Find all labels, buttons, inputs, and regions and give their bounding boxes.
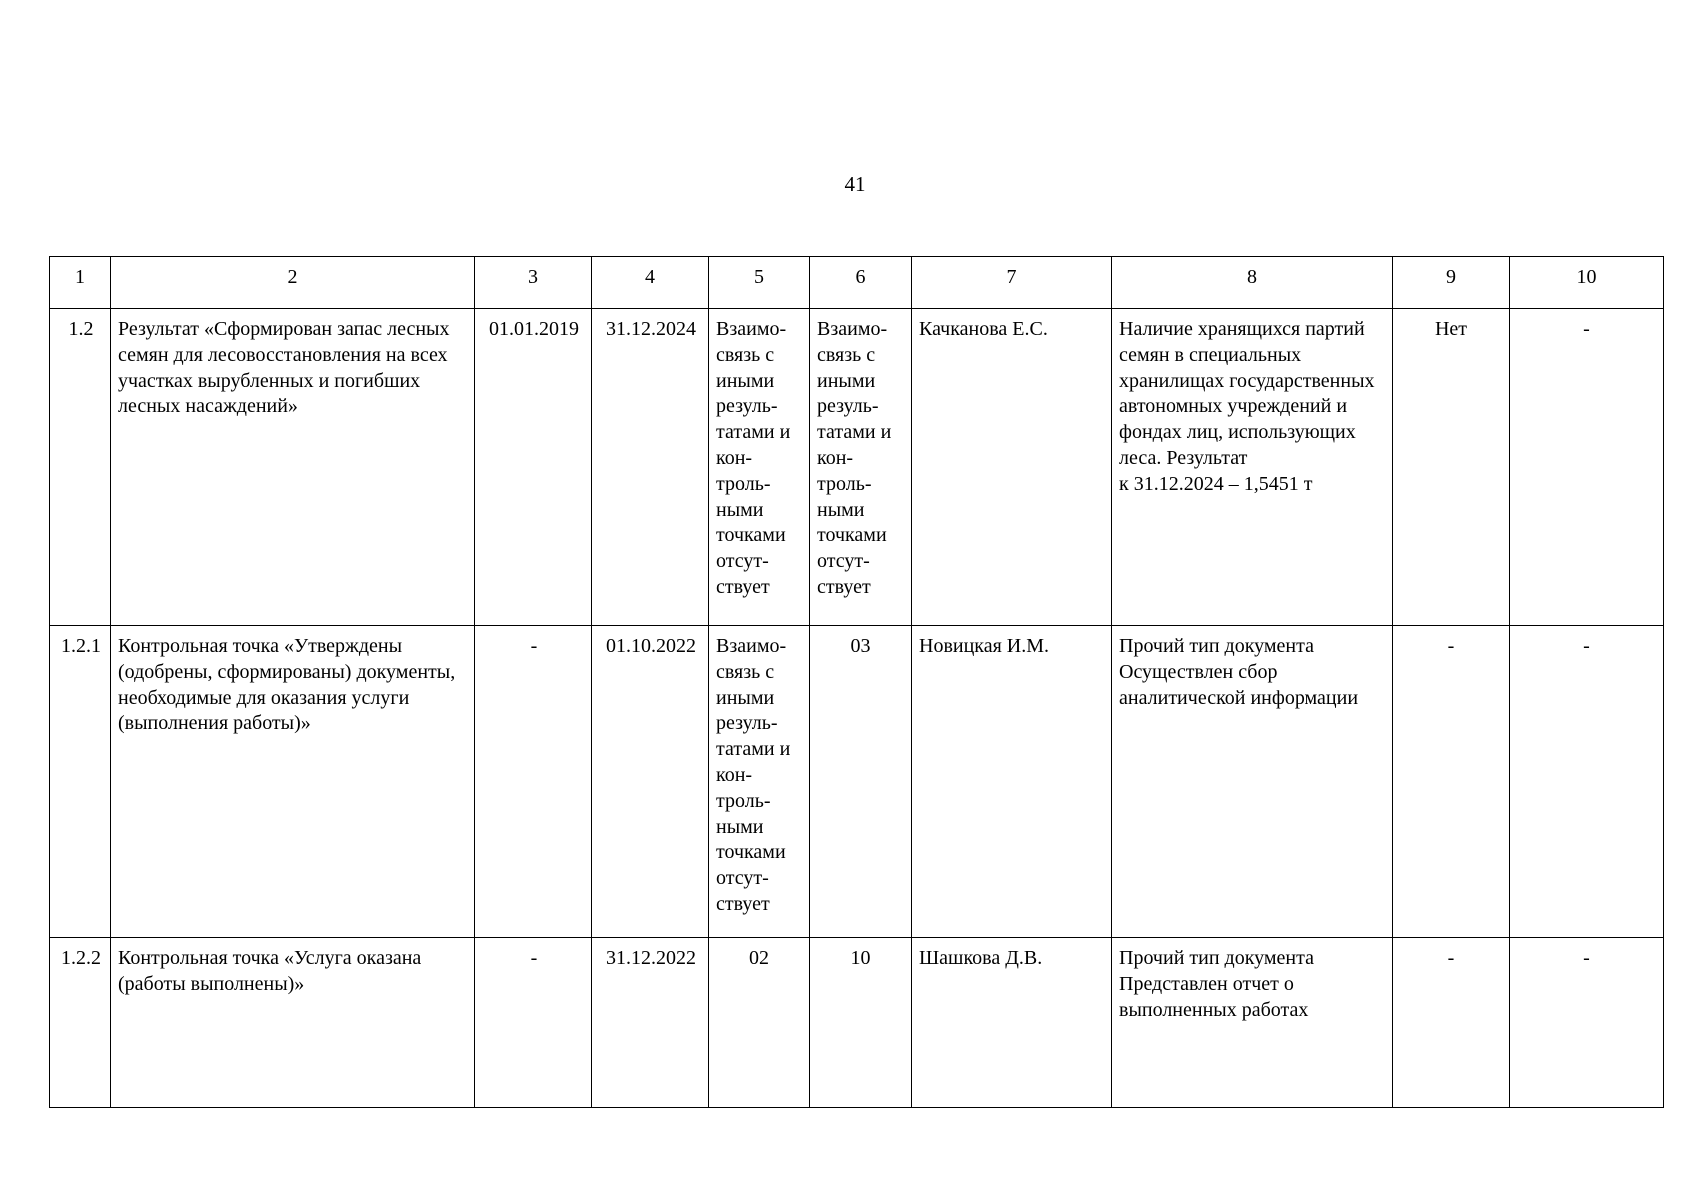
table-row <box>50 938 1664 1108</box>
header-cell: 6 <box>810 257 912 309</box>
header-cell: 8 <box>1112 257 1393 309</box>
header-cell: 1 <box>50 257 111 309</box>
row-col9-cell: Нет <box>1393 309 1510 626</box>
row-start-date-cell: - <box>475 938 592 1108</box>
header-cell: 3 <box>475 257 592 309</box>
table-header-row <box>50 257 1664 309</box>
row-end-date-cell: 01.10.2022 <box>592 626 709 938</box>
row-col5-cell: Взаимо- связь с иными резуль- татами и кон- троль- ными точками отсут- ствует <box>709 309 810 626</box>
row-name-cell: Контрольная точка «Утверждены (одобрены, сформированы) документы, необходимые для оказания услуги (выполнения работы)» <box>111 626 475 938</box>
row-responsible-cell: Шашкова Д.В. <box>912 938 1112 1108</box>
row-col9-cell: - <box>1393 938 1510 1108</box>
row-responsible-cell: Качканова Е.С. <box>912 309 1112 626</box>
row-end-date-cell: 31.12.2024 <box>592 309 709 626</box>
header-cell: 10 <box>1510 257 1664 309</box>
row-name-cell: Контрольная точка «Услуга оказана (работы выполнены)» <box>111 938 475 1108</box>
table-row <box>50 309 1664 626</box>
plan-table <box>49 256 1664 1108</box>
row-number-cell: 1.2.1 <box>50 626 111 938</box>
row-col6-cell: Взаимо- связь с иными резуль- татами и кон- троль- ными точками отсут- ствует <box>810 309 912 626</box>
header-cell: 4 <box>592 257 709 309</box>
row-result-cell: Прочий тип документа Представлен отчет о выполненных работах <box>1112 938 1393 1108</box>
row-col6-cell: 03 <box>810 626 912 938</box>
row-result-cell: Наличие хранящихся партий семян в специальных хранилищах государственных автономных учреждений и фондах лиц, использующих леса. Результат к 31.12.2024 – 1,5451 т <box>1112 309 1393 626</box>
row-end-date-cell: 31.12.2022 <box>592 938 709 1108</box>
page-number: 41 <box>844 172 866 196</box>
row-start-date-cell: - <box>475 626 592 938</box>
header-cell: 2 <box>111 257 475 309</box>
header-cell: 9 <box>1393 257 1510 309</box>
row-col5-cell: Взаимо- связь с иными резуль- татами и кон- троль- ными точками отсут- ствует <box>709 626 810 938</box>
row-col9-cell: - <box>1393 626 1510 938</box>
row-responsible-cell: Новицкая И.М. <box>912 626 1112 938</box>
row-col6-cell: 10 <box>810 938 912 1108</box>
row-col10-cell: - <box>1510 626 1664 938</box>
header-cell: 5 <box>709 257 810 309</box>
row-number-cell: 1.2.2 <box>50 938 111 1108</box>
table-row <box>50 626 1664 938</box>
row-col10-cell: - <box>1510 938 1664 1108</box>
row-result-cell: Прочий тип документа Осуществлен сбор аналитической информации <box>1112 626 1393 938</box>
header-cell: 7 <box>912 257 1112 309</box>
row-start-date-cell: 01.01.2019 <box>475 309 592 626</box>
row-name-cell: Результат «Сформирован запас лесных семян для лесовосстановления на всех участках вырубленных и погибших лесных насаждений» <box>111 309 475 626</box>
row-col5-cell: 02 <box>709 938 810 1108</box>
row-number-cell: 1.2 <box>50 309 111 626</box>
row-col10-cell: - <box>1510 309 1664 626</box>
